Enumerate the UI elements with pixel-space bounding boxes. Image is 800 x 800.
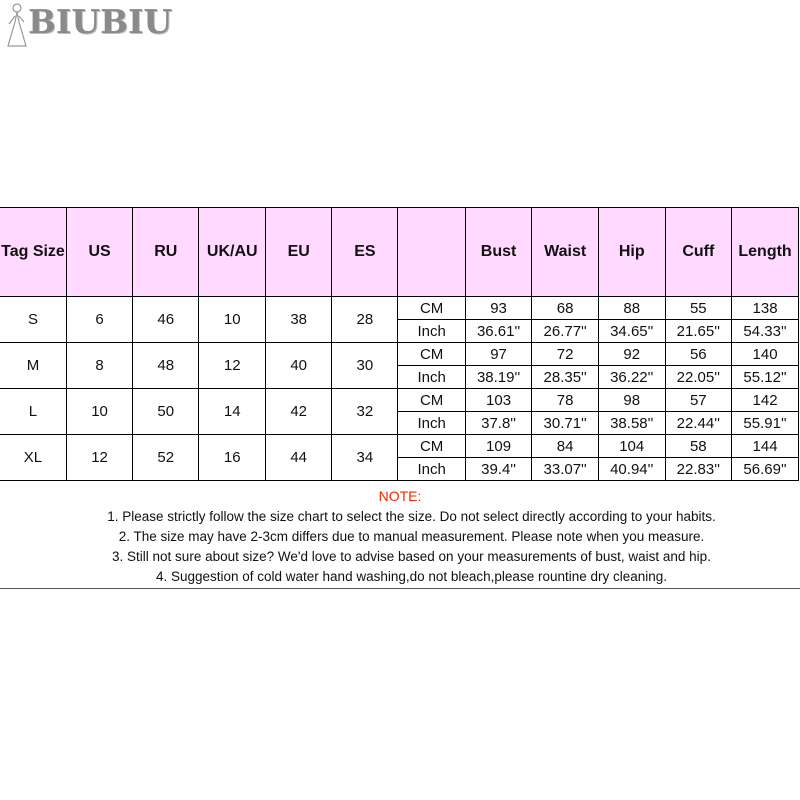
unit-cell-cm: CM [398, 297, 465, 320]
cuff-inch-cell: 22.05'' [665, 366, 732, 389]
unit-cell-cm: CM [398, 343, 465, 366]
length-cm-cell: 138 [732, 297, 799, 320]
note-line: 3. Still not sure about size? We'd love to advise based on your measurements of bust, waist and hip. [112, 549, 711, 564]
eu-size-cell: 40 [266, 343, 332, 389]
cuff-cm-cell: 56 [665, 343, 732, 366]
length-cm-cell: 142 [732, 389, 799, 412]
header-waist: Waist [532, 208, 599, 297]
length-inch-cell: 55.12'' [732, 366, 799, 389]
table-row [0, 297, 799, 320]
waist-inch-cell: 33.07'' [532, 458, 599, 481]
uk-au-size-cell: 16 [199, 435, 266, 481]
ru-size-cell: 46 [133, 297, 199, 343]
bust-inch-cell: 36.61'' [465, 320, 532, 343]
bust-inch-cell: 39.4'' [465, 458, 532, 481]
us-size-cell: 6 [66, 297, 132, 343]
table-row [0, 343, 799, 366]
header-es: ES [332, 208, 398, 297]
hip-inch-cell: 40.94'' [598, 458, 665, 481]
table-row [0, 389, 799, 412]
table-header-row [0, 208, 799, 297]
header-uk-au: UK/AU [199, 208, 266, 297]
uk-au-size-cell: 10 [199, 297, 266, 343]
hip-cm-cell: 92 [598, 343, 665, 366]
note-line: 2. The size may have 2-3cm differs due to manual measurement. Please note when you measure. [118, 529, 705, 544]
tag-size-cell: XL [0, 435, 66, 481]
bust-cm-cell: 97 [465, 343, 532, 366]
waist-cm-cell: 68 [532, 297, 599, 320]
length-inch-cell: 56.69'' [732, 458, 799, 481]
unit-cell-cm: CM [398, 389, 465, 412]
header-unit [398, 208, 465, 297]
us-size-cell: 10 [66, 389, 132, 435]
bust-inch-cell: 38.19'' [465, 366, 532, 389]
brand-logo [0, 0, 173, 50]
ru-size-cell: 50 [133, 389, 199, 435]
header-tag-size: Tag Size [0, 208, 66, 297]
header-ru: RU [133, 208, 199, 297]
cuff-cm-cell: 55 [665, 297, 732, 320]
cuff-inch-cell: 21.65'' [665, 320, 732, 343]
header-hip: Hip [598, 208, 665, 297]
waist-inch-cell: 30.71'' [532, 412, 599, 435]
unit-cell-inch: Inch [398, 412, 465, 435]
note-title: NOTE: [378, 488, 422, 504]
length-cm-cell: 144 [732, 435, 799, 458]
hip-inch-cell: 38.58'' [598, 412, 665, 435]
eu-size-cell: 42 [266, 389, 332, 435]
es-size-cell: 30 [332, 343, 398, 389]
cuff-cm-cell: 58 [665, 435, 732, 458]
header-bust: Bust [465, 208, 532, 297]
waist-cm-cell: 78 [532, 389, 599, 412]
waist-cm-cell: 84 [532, 435, 599, 458]
unit-cell-cm: CM [398, 435, 465, 458]
hip-cm-cell: 104 [598, 435, 665, 458]
cuff-inch-cell: 22.44'' [665, 412, 732, 435]
bust-cm-cell: 93 [465, 297, 532, 320]
us-size-cell: 8 [66, 343, 132, 389]
hip-cm-cell: 88 [598, 297, 665, 320]
us-size-cell: 12 [66, 435, 132, 481]
header-cuff: Cuff [665, 208, 732, 297]
note-line: 4. Suggestion of cold water hand washing,do not bleach,please rountine dry cleaning. [155, 569, 668, 584]
header-length: Length [732, 208, 799, 297]
header-us: US [66, 208, 132, 297]
unit-cell-inch: Inch [398, 320, 465, 343]
brand-name: BIUBIU [28, 2, 173, 41]
ru-size-cell: 48 [133, 343, 199, 389]
eu-size-cell: 38 [266, 297, 332, 343]
waist-inch-cell: 28.35'' [532, 366, 599, 389]
ru-size-cell: 52 [133, 435, 199, 481]
length-inch-cell: 55.91'' [732, 412, 799, 435]
tag-size-cell: S [0, 297, 66, 343]
note-line: 1. Please strictly follow the size chart to select the size. Do not select directly according to your habits. [107, 509, 716, 524]
uk-au-size-cell: 14 [199, 389, 266, 435]
size-chart-table [0, 207, 799, 481]
uk-au-size-cell: 12 [199, 343, 266, 389]
hip-inch-cell: 34.65'' [598, 320, 665, 343]
tag-size-cell: L [0, 389, 66, 435]
unit-cell-inch: Inch [398, 366, 465, 389]
length-cm-cell: 140 [732, 343, 799, 366]
bust-cm-cell: 103 [465, 389, 532, 412]
es-size-cell: 32 [332, 389, 398, 435]
cuff-inch-cell: 22.83'' [665, 458, 732, 481]
table-row [0, 435, 799, 458]
unit-cell-inch: Inch [398, 458, 465, 481]
bust-inch-cell: 37.8'' [465, 412, 532, 435]
es-size-cell: 34 [332, 435, 398, 481]
hip-inch-cell: 36.22'' [598, 366, 665, 389]
bust-cm-cell: 109 [465, 435, 532, 458]
cuff-cm-cell: 57 [665, 389, 732, 412]
length-inch-cell: 54.33'' [732, 320, 799, 343]
hip-cm-cell: 98 [598, 389, 665, 412]
waist-cm-cell: 72 [532, 343, 599, 366]
header-eu: EU [266, 208, 332, 297]
tag-size-cell: M [0, 343, 66, 389]
woman-figure-icon [2, 2, 30, 48]
eu-size-cell: 44 [266, 435, 332, 481]
es-size-cell: 28 [332, 297, 398, 343]
note-section [0, 485, 800, 589]
waist-inch-cell: 26.77'' [532, 320, 599, 343]
